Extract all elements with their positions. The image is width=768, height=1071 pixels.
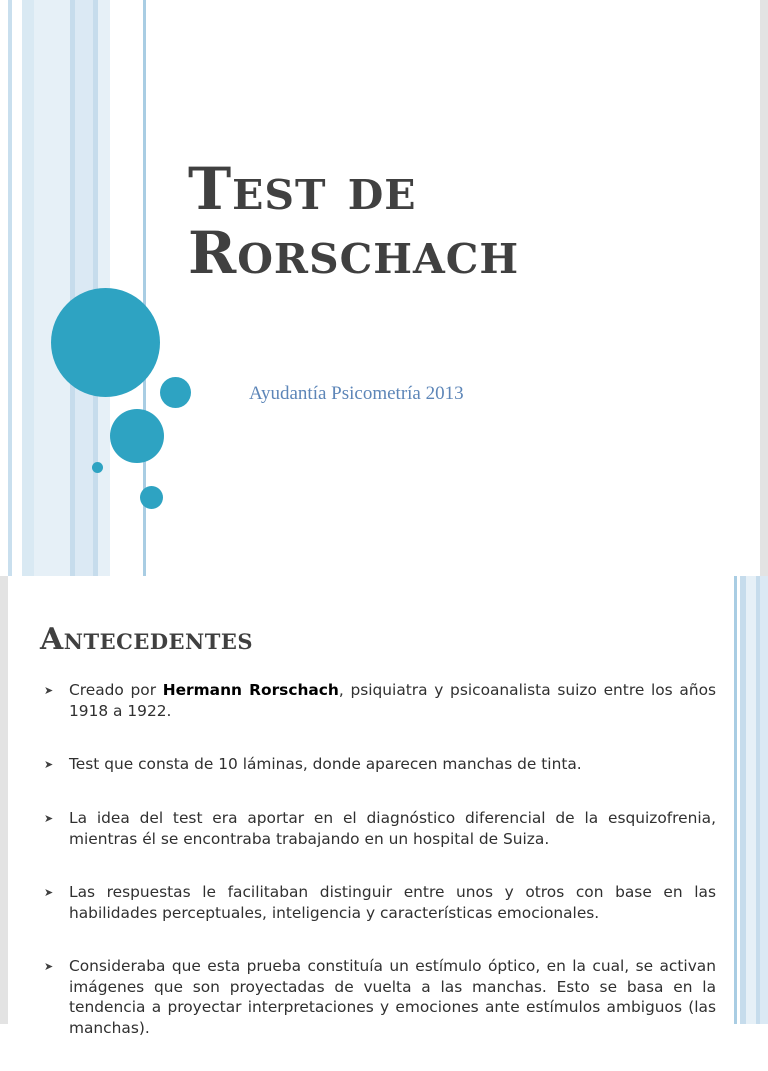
list-item — [44, 808, 716, 849]
bullet-text: La idea del test era aportar en el diagnóstico diferencial de la esquizofrenia, mientras él se encontraba trabajando en un hospital de Suiza. — [69, 809, 716, 848]
bold-name: Hermann Rorschach — [162, 681, 339, 699]
bullet-text: Test que consta de 10 láminas, donde aparecen manchas de tinta. — [69, 755, 582, 773]
arrow-right-icon: ➤ — [44, 960, 54, 973]
decorative-stripe — [760, 576, 768, 1024]
list-item — [44, 882, 716, 923]
bullet-text: Las respuestas le facilitaban distinguir entre unos y otros con base en las habilidades perceptuales, inteligencia y características emocionales. — [69, 883, 716, 922]
bullet-text: Creado por Hermann Rorschach, psiquiatra y psicoanalista suizo entre los años 1918 a 1922. — [69, 681, 717, 720]
decorative-circle — [140, 486, 163, 509]
decorative-stripe — [746, 576, 756, 1024]
slide-heading: Antecedentes — [40, 622, 254, 657]
decorative-stripe — [75, 0, 93, 576]
decorative-circle-large — [51, 288, 160, 397]
decorative-stripe — [8, 0, 12, 576]
slide-edge — [0, 576, 8, 1024]
list-item — [44, 680, 716, 721]
arrow-right-icon: ➤ — [44, 758, 54, 771]
arrow-right-icon: ➤ — [44, 886, 54, 899]
arrow-right-icon: ➤ — [44, 684, 54, 697]
arrow-right-icon: ➤ — [44, 812, 54, 825]
decorative-circle — [92, 462, 103, 473]
decorative-stripe — [22, 0, 34, 576]
slide-title — [188, 155, 748, 287]
bullet-text: Consideraba que esta prueba constituía un estímulo óptico, en la cual, se activan imágenes que son proyectadas de vuelta a las manchas. Esto se basa en la tendencia a proyectar interpretaciones y emociones ante estímulos ambiguos (las manchas). — [69, 957, 716, 1037]
slide-edge — [760, 0, 768, 576]
list-item — [44, 956, 716, 1038]
decorative-stripe — [734, 576, 737, 1024]
bullet-list — [44, 680, 716, 1071]
decorative-stripe — [34, 0, 70, 576]
content-slide — [0, 576, 768, 1037]
title-line-2: Rorschach — [188, 218, 520, 287]
slide-subtitle: Ayudantía Psicometría 2013 — [249, 383, 464, 404]
decorative-circle — [160, 377, 191, 408]
list-item — [44, 754, 716, 775]
decorative-circle — [110, 409, 164, 463]
title-line-1: Test de — [188, 155, 417, 223]
